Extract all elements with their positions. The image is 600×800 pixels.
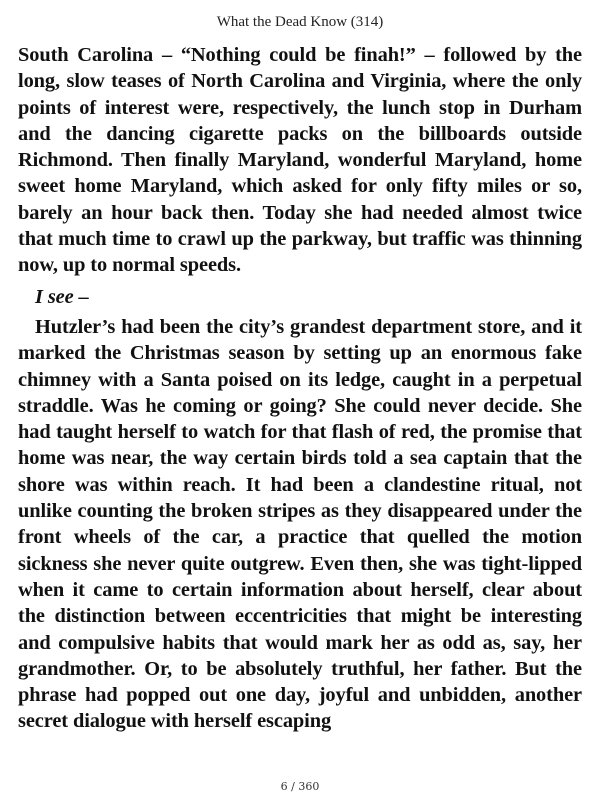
body-text xyxy=(18,42,582,735)
paragraph-2: I see – xyxy=(35,285,89,308)
paragraph-3: Hutzler’s had been the city’s grandest department store, and it marked the Christmas season by setting up an enormous fake chimney with a Santa poised on its ledge, caught in a perpetual straddle. Was he coming or going? She could never decide. She had taught herself to watch for that flash of red, the promise that home was near, the way certain birds told a sea captain that the shore was within reach. It had been a clandestine ritual, not unlike counting the broken stripes as they disappeared under the front wheels of the car, a practice that quelled the motion sickness she never quite outgrew. Even then, she was tight-lipped when it came to certain information about herself, clear about the distinction between eccentricities that might be interesting and compulsive habits that would mark her as odd as, say, her grandmother. Or, to be absolutely truthful, her father. But the phrase had popped out one day, joyful and unbidden, another secret dialogue with herself escaping xyxy=(18,315,582,733)
page-indicator: 6 / 360 xyxy=(280,780,320,793)
running-header: What the Dead Know (314) xyxy=(216,14,384,30)
paragraph-1: South Carolina – “Nothing could be finah!” – followed by the long, slow teases of North Carolina and Virginia, where the only points of interest were, respectively, the lunch stop in Durham and the dancing cigarette packs on the billboards outside Richmond. Then finally Maryland, wonderful Maryland, home sweet home Maryland, which asked for only fifty miles or so, barely an hour back then. Today she had needed almost twice that much time to crawl up the parkway, but traffic was thinning now, up to normal speeds. xyxy=(18,44,582,277)
